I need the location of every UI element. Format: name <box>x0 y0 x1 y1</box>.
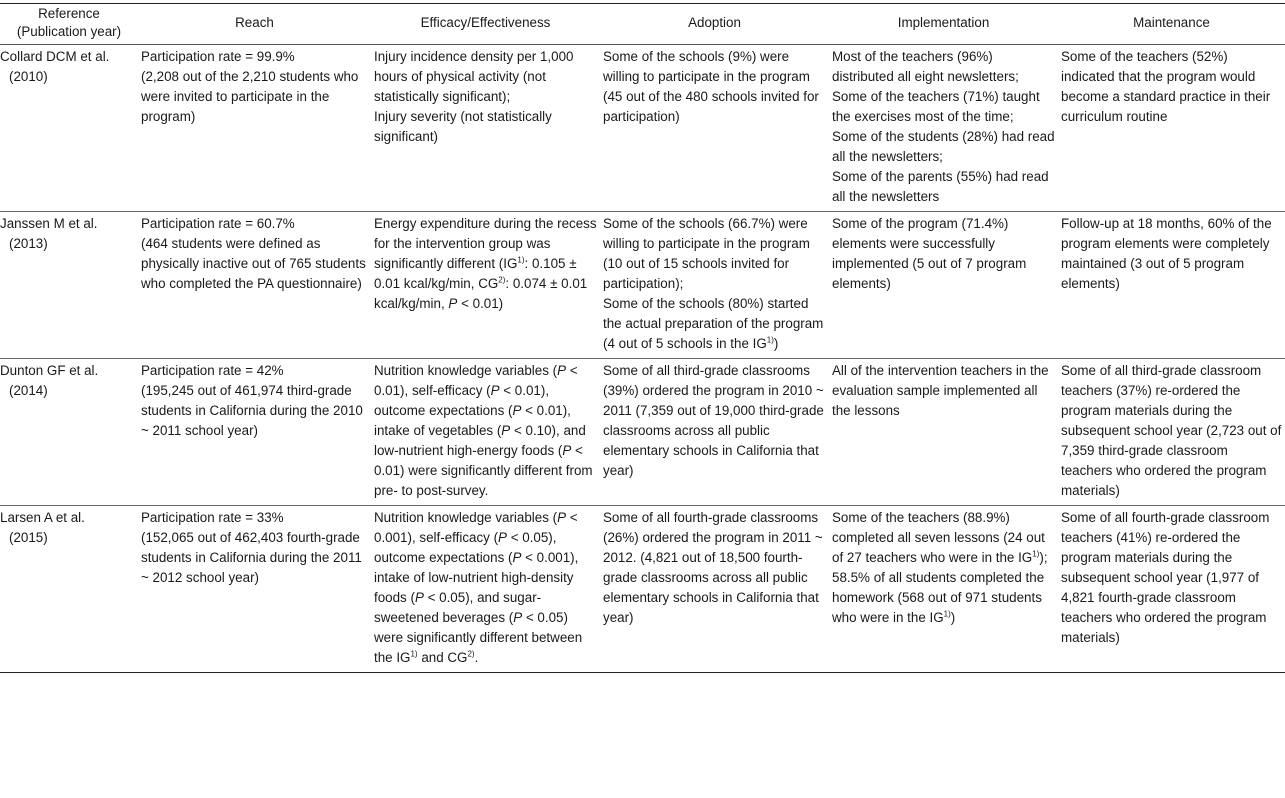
reference-year: (2010) <box>9 69 48 84</box>
reference-year: (2013) <box>9 236 48 251</box>
reference-author: Dunton GF et al. <box>0 363 99 378</box>
implementation-cell: All of the intervention teachers in the evaluation sample implemented all the lessons <box>832 363 1049 418</box>
reference-cell <box>0 212 138 359</box>
adoption-cell: Some of all fourth-grade classrooms (26%) ordered the program in 2011 ~ 2012. (4,821 out of 18,500 fourth-grade classrooms across all public elementary schools in California that year) <box>603 510 823 625</box>
efficacy-cell: Nutrition knowledge variables (P < 0.01), self-efficacy (P < 0.01), outcome expectations (P < 0.01), intake of vegetables (P < 0.10), and low-nutrient high-energy foods (P < 0.01) were significantly different from pre- to post-survey. <box>374 363 593 498</box>
reference-author: Collard DCM et al. <box>0 49 110 64</box>
implementation-cell: Some of the program (71.4%) elements were successfully implemented (5 out of 7 program elements) <box>832 216 1027 291</box>
table-header <box>0 4 1285 45</box>
adoption-cell: Some of all third-grade classrooms (39%) ordered the program in 2010 ~ 2011 (7,359 out of 19,000 third-grade classrooms across all public elementary schools in California that year) <box>603 363 824 478</box>
header-reference-label: Reference <box>38 5 100 21</box>
reference-cell <box>0 506 138 673</box>
re-aim-table <box>0 3 1285 673</box>
reach-cell: Participation rate = 60.7% (464 students were defined as physically inactive out of 765 students who completed the PA questionnaire) <box>141 216 366 291</box>
reference-author: Larsen A et al. <box>0 510 85 525</box>
header-adoption: Adoption <box>688 14 741 30</box>
reference-year: (2015) <box>9 530 48 545</box>
header-maintenance: Maintenance <box>1133 14 1210 30</box>
efficacy-cell: Nutrition knowledge variables (P < 0.001), self-efficacy (P < 0.05), outcome expectations (P < 0.001), intake of low-nutrient high-density foods (P < 0.05), and sugar-sweetened beverages (P < 0.05) were significantly different between the IG$^{1)}$ and CG$^{2)}$. <box>374 510 583 665</box>
reference-year: (2014) <box>9 383 48 398</box>
implementation-cell: Some of the teachers (88.9%) completed all seven lessons (24 out of 27 teachers who were in the IG$^{1)}$); 58.5% of all students completed the homework (568 out of 971 students who were in the IG$^{1)}$) <box>832 510 1048 625</box>
header-reference <box>0 4 138 45</box>
reach-cell: Participation rate = 99.9% (2,208 out of the 2,210 students who were invited to participate in the program) <box>141 49 359 124</box>
maintenance-cell: Some of all third-grade classroom teachers (37%) re-ordered the program materials during the subsequent school year (2,723 out of 7,359 third-grade classroom teachers who ordered the program materials) <box>1061 363 1282 498</box>
header-efficacy: Efficacy/Effectiveness <box>420 14 551 30</box>
reference-cell <box>0 359 138 506</box>
reach-cell: Participation rate = 33% (152,065 out of 462,403 fourth-grade students in California during the 2011 ~ 2012 school year) <box>141 510 362 585</box>
table-body <box>0 45 1285 673</box>
implementation-cell: Most of the teachers (96%) distributed all eight newsletters; Some of the teachers (71%) taught the exercises most of the time; Some of the students (28%) had read all the newsletters; Some of the parents (55%) had read all the newsletters <box>832 49 1055 204</box>
header-implementation: Implementation <box>897 14 990 30</box>
adoption-cell: Some of the schools (9%) were willing to participate in the program (45 out of the 480 schools invited for participation) <box>603 49 819 124</box>
header-row <box>0 4 1285 45</box>
table-row <box>0 45 1285 212</box>
adoption-cell: Some of the schools (66.7%) were willing to participate in the program (10 out of 15 schools invited for participation); Some of the schools (80%) started the actual preparation of the program (4 out of 5 schools in the IG$^{1)}$) <box>603 216 824 351</box>
reach-cell: Participation rate = 42% (195,245 out of 461,974 third-grade students in California during the 2010 ~ 2011 school year) <box>141 363 363 438</box>
reference-author: Janssen M et al. <box>0 216 98 231</box>
maintenance-cell: Some of all fourth-grade classroom teachers (41%) re-ordered the program materials during the subsequent school year (1,977 of 4,821 fourth-grade classroom teachers who ordered the program materials) <box>1061 510 1270 645</box>
header-publication-year-label: (Publication year) <box>16 23 122 39</box>
table-row <box>0 359 1285 506</box>
table-row <box>0 212 1285 359</box>
header-reach: Reach <box>235 14 274 30</box>
maintenance-cell: Some of the teachers (52%) indicated that the program would become a standard practice in their curriculum routine <box>1061 49 1271 124</box>
table-row <box>0 506 1285 673</box>
maintenance-cell: Follow-up at 18 months, 60% of the program elements were completely maintained (3 out of 5 program elements) <box>1061 216 1272 291</box>
efficacy-cell: Injury incidence density per 1,000 hours of physical activity (not statistically significant); Injury severity (not statistically significant) <box>374 49 574 144</box>
reference-cell <box>0 45 138 212</box>
efficacy-cell: Energy expenditure during the recess for the intervention group was significantly different (IG$^{1)}$: 0.105 ± 0.01 kcal/kg/min, CG$^{2)}$: 0.074 ± 0.01 kcal/kg/min, P < 0.01) <box>374 216 597 311</box>
